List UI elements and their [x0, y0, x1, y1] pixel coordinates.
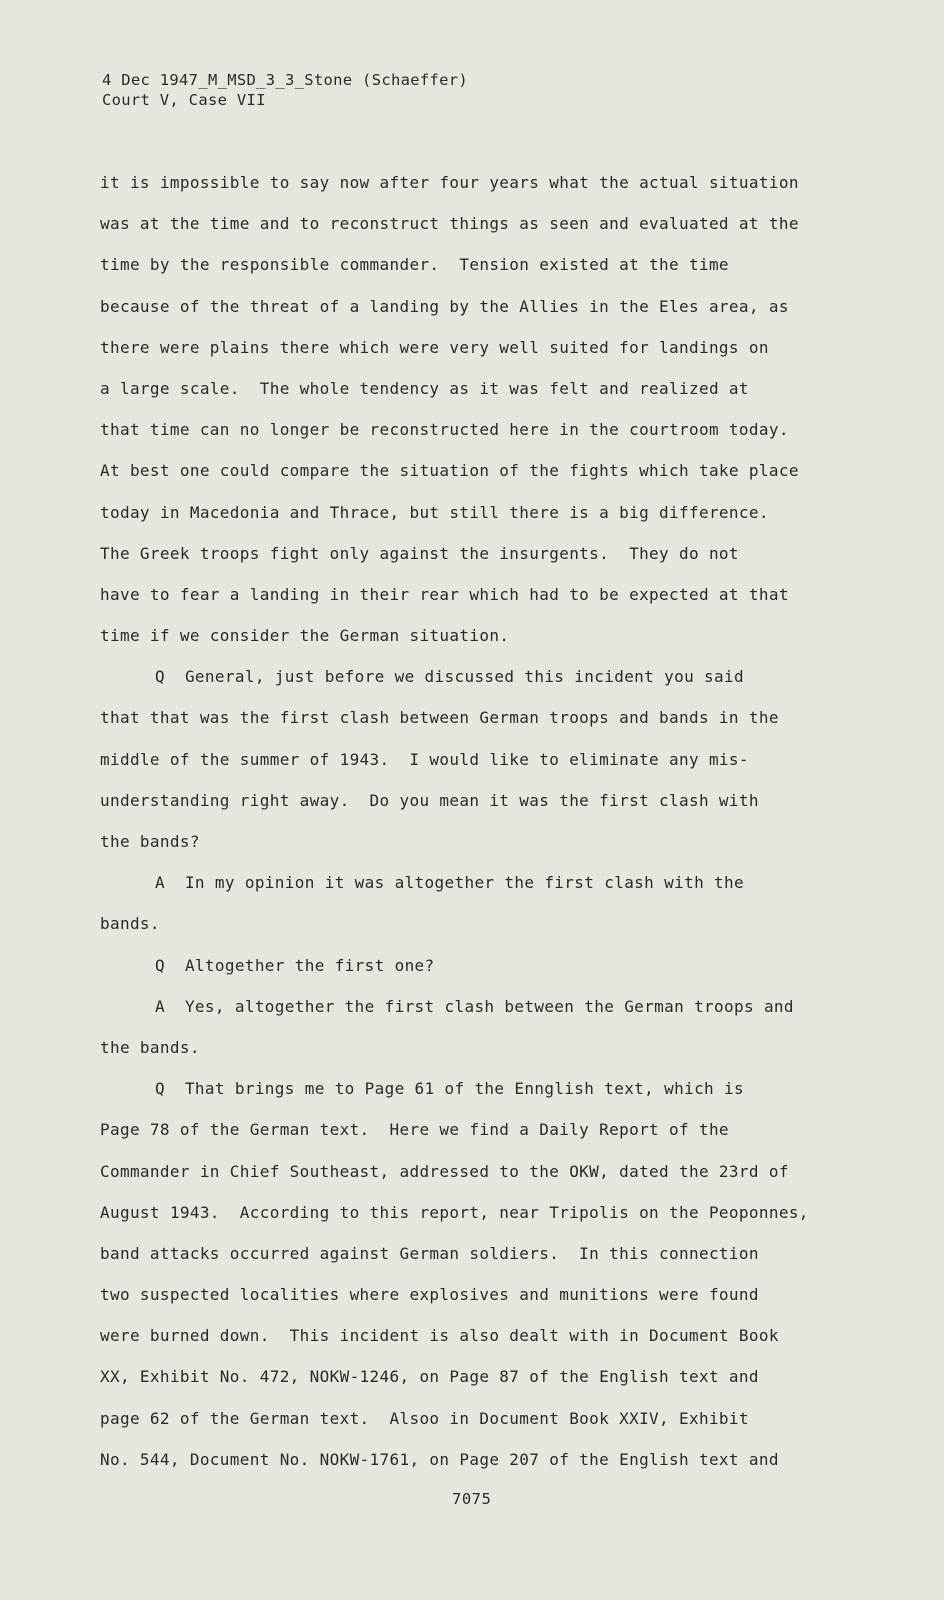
- transcript-line: there were plains there which were very well suited for landings on: [100, 337, 769, 357]
- transcript-line: because of the threat of a landing by the Allies in the Eles area, as: [100, 296, 789, 316]
- transcript-line: The Greek troops fight only against the insurgents. They do not: [100, 543, 739, 563]
- transcript-line: have to fear a landing in their rear which had to be expected at that: [100, 584, 789, 604]
- transcript-line: today in Macedonia and Thrace, but still there is a big difference.: [100, 502, 769, 522]
- transcript-line: the bands?: [100, 832, 200, 851]
- transcript-line: At best one could compare the situation of the fights which take place: [100, 461, 799, 481]
- transcript-line: A Yes, altogether the first clash between the German troops and: [155, 996, 794, 1016]
- transcript-line: that time can no longer be reconstructed here in the courtroom today.: [100, 420, 789, 440]
- page-number: 7075: [452, 1490, 492, 1508]
- transcript-line: bands.: [100, 914, 160, 934]
- transcript-line: A In my opinion it was altogether the first clash with the: [155, 873, 744, 893]
- transcript-line: Q General, just before we discussed this incident you said: [155, 667, 744, 687]
- header-court-line: Court V, Case VII: [102, 91, 266, 109]
- transcript-line: August 1943. According to this report, near Tripolis on the Peoponnes,: [100, 1202, 809, 1222]
- transcript-line: that that was the first clash between German troops and bands in the: [100, 708, 779, 728]
- transcript-line: Q That brings me to Page 61 of the Ennglish text, which is: [155, 1079, 744, 1099]
- transcript-line: XX, Exhibit No. 472, NOKW-1246, on Page 87 of the English text and: [100, 1367, 759, 1387]
- transcript-line: a large scale. The whole tendency as it was felt and realized at: [100, 378, 749, 398]
- transcript-line: time if we consider the German situation.: [100, 626, 510, 646]
- transcript-line: was at the time and to reconstruct things as seen and evaluated at the: [100, 214, 799, 234]
- transcript-line: two suspected localities where explosives and munitions were found: [100, 1285, 759, 1305]
- transcript-line: it is impossible to say now after four years what the actual situation: [100, 173, 799, 192]
- transcript-line: page 62 of the German text. Alsoo in Document Book XXIV, Exhibit: [100, 1408, 749, 1428]
- header-date-line: 4 Dec 1947_M_MSD_3_3_Stone (Schaeffer): [102, 71, 469, 89]
- transcript-body: [100, 173, 840, 1491]
- transcript-line: were burned down. This incident is also dealt with in Document Book: [100, 1326, 779, 1346]
- transcript-line: the bands.: [100, 1037, 200, 1057]
- transcript-line: Commander in Chief Southeast, addressed to the OKW, dated the 23rd of: [100, 1161, 789, 1181]
- transcript-line: Page 78 of the German text. Here we find a Daily Report of the: [100, 1120, 729, 1140]
- transcript-line: Q Altogether the first one?: [155, 955, 435, 975]
- document-header: [102, 70, 468, 110]
- transcript-line: band attacks occurred against German soldiers. In this connection: [100, 1243, 759, 1263]
- transcript-line: time by the responsible commander. Tension existed at the time: [100, 255, 729, 275]
- transcript-line: No. 544, Document No. NOKW-1761, on Page 207 of the English text and: [100, 1449, 779, 1469]
- transcript-line: middle of the summer of 1943. I would like to eliminate any mis-: [100, 749, 749, 769]
- transcript-line: understanding right away. Do you mean it was the first clash with: [100, 790, 759, 810]
